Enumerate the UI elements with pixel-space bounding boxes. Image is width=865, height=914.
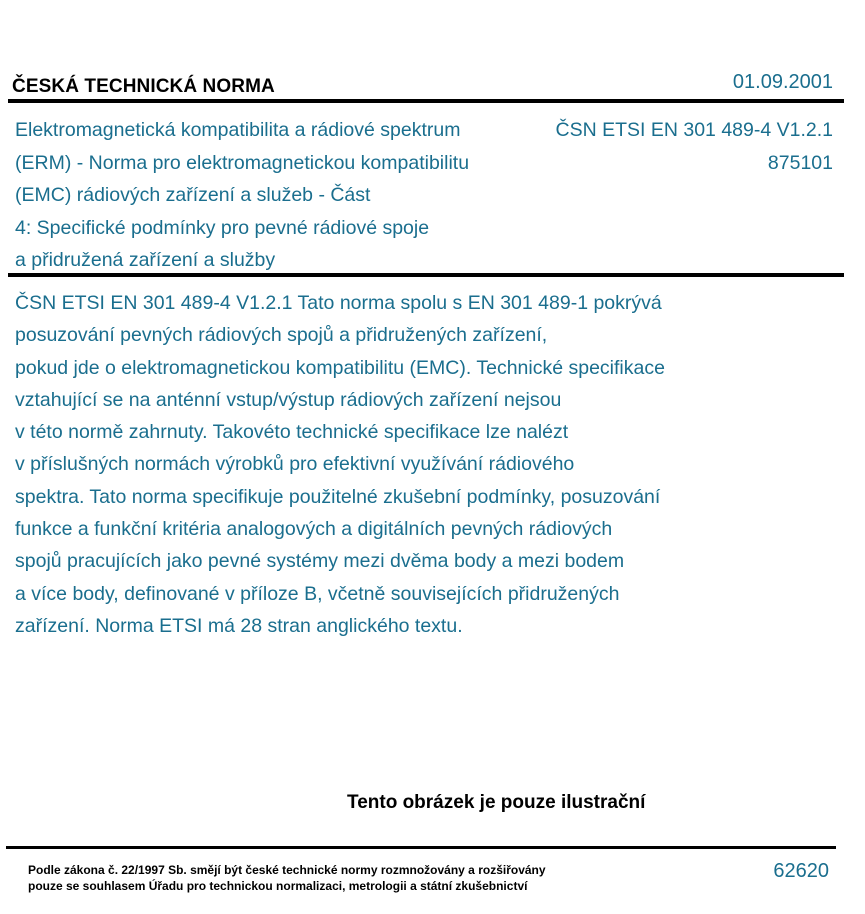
copyright-line: Podle zákona č. 22/1997 Sb. smějí být české technické normy rozmnožovány a rozšiřovány: [28, 863, 546, 877]
header-divider: [8, 99, 844, 103]
abstract-text: [15, 287, 845, 642]
standard-title-line: Elektromagnetická kompatibilita a rádiové spektrum: [15, 119, 461, 141]
standard-title: [15, 114, 525, 277]
classification-number: 875101: [767, 151, 833, 174]
abstract-line: posuzování pevných rádiových spojů a přidružených zařízení,: [15, 324, 548, 347]
footer-divider: [6, 846, 836, 849]
standard-title-line: (EMC) rádiových zařízení a služeb - Část: [15, 184, 371, 206]
abstract-line: spojů pracujících jako pevné systémy mezi dvěma body a mezi bodem: [15, 550, 625, 573]
abstract-line: v této normě zahrnuty. Takovéto technické specifikace lze nalézt: [15, 421, 569, 444]
abstract-line: ČSN ETSI EN 301 489-4 V1.2.1 Tato norma spolu s EN 301 489-1 pokrývá: [15, 292, 662, 314]
document-type-heading: ČESKÁ TECHNICKÁ NORMA: [12, 76, 275, 97]
standard-identification: [556, 114, 833, 179]
standard-title-line: 4: Specifické podmínky pro pevné rádiové spoje: [15, 216, 430, 239]
abstract-line: vztahující se na anténní vstup/výstup rádiových zařízení nejsou: [15, 388, 562, 411]
abstract-line: v příslušných normách výrobků pro efektivní využívání rádiového: [15, 453, 575, 476]
abstract-line: pokud jde o elektromagnetickou kompatibilitu (EMC). Technické specifikace: [15, 356, 665, 379]
copyright-line: pouze se souhlasem Úřadu pro technickou normalizaci, metrologii a státní zkušebnictví: [28, 879, 528, 893]
copyright-notice: [28, 862, 546, 894]
abstract-line: funkce a funkční kritéria analogových a digitálních pevných rádiových: [15, 518, 613, 541]
standard-title-line: a přidružená zařízení a služby: [15, 249, 276, 271]
standard-designation: ČSN ETSI EN 301 489-4 V1.2.1: [555, 119, 833, 141]
abstract-line: zařízení. Norma ETSI má 28 stran anglického textu.: [15, 614, 463, 637]
title-divider: [8, 273, 844, 277]
standard-title-line: (ERM) - Norma pro elektromagnetickou kompatibilitu: [15, 151, 470, 174]
catalog-number: 62620: [773, 860, 829, 882]
illustration-note: Tento obrázek je pouze ilustrační: [347, 792, 646, 813]
issue-date: 01.09.2001: [732, 71, 833, 93]
abstract-line: a více body, definované v příloze B, včetně souvisejících přidružených: [15, 582, 620, 605]
abstract-line: spektra. Tato norma specifikuje použitelné zkušební podmínky, posuzování: [15, 485, 661, 508]
